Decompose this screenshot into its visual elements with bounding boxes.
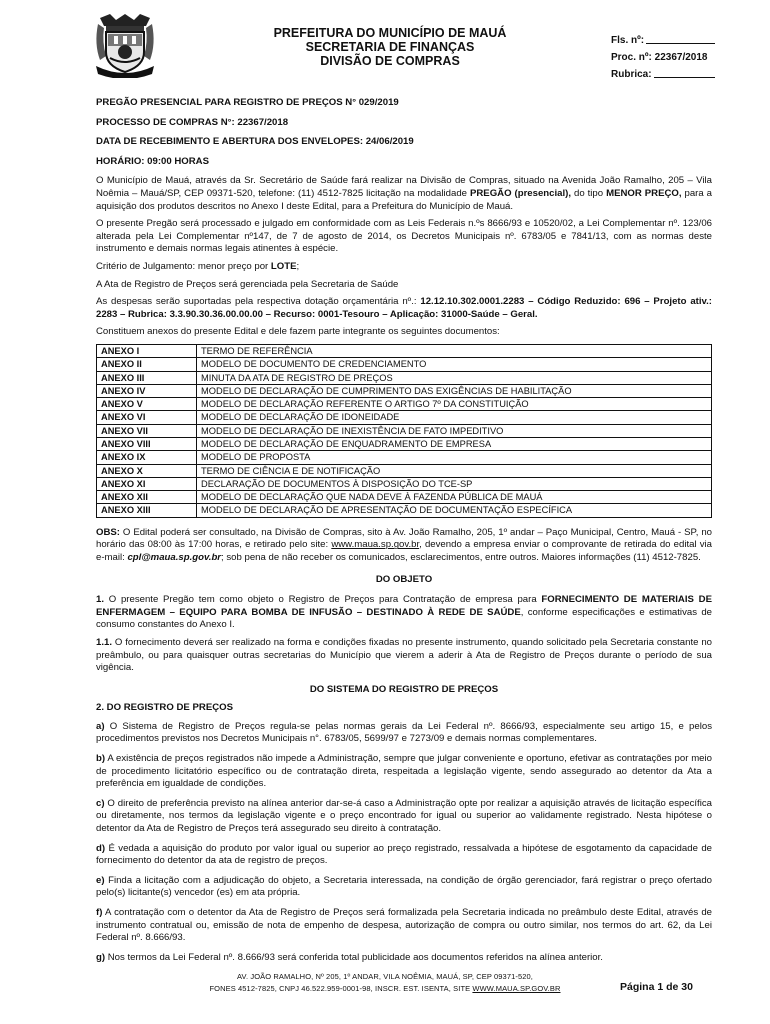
section-title-objeto: DO OBJETO — [375, 573, 433, 585]
annex-row — [97, 344, 712, 357]
annex-number: ANEXO I — [97, 344, 197, 357]
annex-number: ANEXO XII — [97, 491, 197, 504]
annex-number: ANEXO X — [97, 464, 197, 477]
annex-row — [97, 424, 712, 437]
annex-description: MODELO DE DECLARAÇÃO REFERENTE O ARTIGO 7º DA CONSTITUIÇÃO — [197, 398, 712, 411]
annex-row — [97, 477, 712, 490]
section-title-sistema: DO SISTEMA DO REGISTRO DE PREÇOS — [309, 683, 499, 695]
annex-number: ANEXO III — [97, 371, 197, 384]
rubrica-line — [654, 66, 715, 78]
annex-number: ANEXO IX — [97, 451, 197, 464]
annex-row — [97, 464, 712, 477]
filing-stamp — [611, 32, 715, 83]
header-line-1: PREFEITURA DO MUNICÍPIO DE MAUÁ — [273, 26, 507, 40]
anexos-intro: Constituem anexos do presente Edital e dele fazem parte integrante os seguintes documentos: — [96, 326, 500, 338]
annex-row — [97, 384, 712, 397]
footer-address: AV. JOÃO RAMALHO, Nº 205, 1º ANDAR, VILA NOÊMIA, MAUÁ, SP, CEP 09371-520, — [237, 972, 533, 981]
annex-description: MODELO DE DECLARAÇÃO DE IDONEIDADE — [197, 411, 712, 424]
obs-paragraph: OBS: O Edital poderá ser consultado, na Divisão de Compras, sito à Av. João Ramalho, 205, 1º andar – Paço Municipal, Centro, Mauá - SP, no horário das 08:00 às 17:00 horas, e retirado pelo site: www.maua.sp.gov.br, devendo a empresa enviar o comprovante de retirada do edital via e-mail: cpl@maua.sp.gov.br; sob pena de não receber os comunicados, esclarecimentos, entre outros. Maiores informações (11) 4512-7825. — [96, 526, 713, 563]
email-link[interactable]: cpl@maua.sp.gov.br — [127, 551, 222, 563]
annex-description: TERMO DE CIÊNCIA E DE NOTIFICAÇÃO — [197, 464, 712, 477]
intro-paragraph-1: O Município de Mauá, através da Sr. Secretário de Saúde fará realizar na Divisão de Compras, situado na Avenida João Ramalho, 205 – Vila Noêmia – Mauá/SP, CEP 09371-520, telefone: (11) 4512-7825 licitação na modalidade PREGÃO (presencial), do tipo MENOR PREÇO, para a aquisição dos produtos descritos no Anexo I deste Edital, para a Prefeitura do Município de Mauá. — [96, 175, 713, 212]
annex-table — [96, 344, 712, 518]
annex-description: MODELO DE DECLARAÇÃO DE INEXISTÊNCIA DE FATO IMPEDITIVO — [197, 424, 712, 437]
annex-number: ANEXO IV — [97, 384, 197, 397]
annex-description: DECLARAÇÃO DE DOCUMENTOS À DISPOSIÇÃO DO TCE-SP — [197, 477, 712, 490]
annex-number: ANEXO VII — [97, 424, 197, 437]
heading-processo: PROCESSO DE COMPRAS N°: 22367/2018 — [96, 116, 289, 128]
footer-site-link[interactable]: WWW.MAUA.SP.GOV.BR — [472, 984, 561, 993]
annex-row — [97, 411, 712, 424]
objeto-paragraph-1-1: 1.1. O fornecimento deverá ser realizado na forma e condições fixadas no presente instrumento, quando solicitado pela Secretaria constante no preâmbulo, ou para quaisquer outras secretarias do Município que vierem a aderir à Ata de Registro de Preços durante o período de sua vigência. — [96, 636, 712, 674]
annex-description: MODELO DE DECLARAÇÃO DE CUMPRIMENTO DAS EXIGÊNCIAS DE HABILITAÇÃO — [197, 384, 712, 397]
annex-description: MODELO DE PROPOSTA — [197, 451, 712, 464]
annex-description: MODELO DE DECLARAÇÃO DE ENQUADRAMENTO DE EMPRESA — [197, 437, 712, 450]
document-body — [96, 97, 712, 971]
document-header — [200, 26, 580, 68]
coat-of-arms-logo — [94, 14, 156, 78]
page-footer — [150, 971, 620, 995]
footer-contact: FONES 4512-7825, CNPJ 46.522.959-0001-98, INSCR. EST. ISENTA, SITE WWW.MAUA.SP.GOV.BR — [209, 984, 561, 993]
annex-row — [97, 371, 712, 384]
annex-number: ANEXO VI — [97, 411, 197, 424]
registro-item: f) A contratação com o detentor da Ata de Registro de Preços será formalizada pela Secretaria indicada no preâmbulo deste Edital, através de instrumento contratual ou, emissão de nota de empenho de despesa, autorização de compra ou outro similar, nos termos do art. 62, da Lei Federal nº. 8.666/93. — [96, 907, 712, 944]
subsection-registro: 2. DO REGISTRO DE PREÇOS — [96, 702, 234, 714]
site-link[interactable]: www.maua.sp.gov.br — [331, 539, 420, 551]
registro-item: d) É vedada a aquisição do produto por valor igual ou superior ao preço registrado, ressalvada a hipótese de esgotamento da capacidade de fornecimento do detentor da ata de registro de preços. — [96, 842, 712, 867]
heading-horario: HORÁRIO: 09:00 HORAS — [96, 155, 210, 167]
annex-row — [97, 437, 712, 450]
annex-row — [97, 491, 712, 504]
page-number: Página 1 de 30 — [620, 981, 693, 993]
registro-item: a) O Sistema de Registro de Preços regula-se pelas normas gerais da Lei Federal nº. 8666/93, especialmente seu artigo 15, e pelos procedimentos previstos nos Decretos Municipais n°. 6783/05, 5699/97 e 7273/09 e demais normas complementares. — [96, 720, 712, 745]
annex-description: MODELO DE DECLARAÇÃO QUE NADA DEVE À FAZENDA PÚBLICA DE MAUÁ — [197, 491, 712, 504]
annex-row — [97, 358, 712, 371]
dotacao-orcamentaria: As despesas serão suportadas pela respectiva dotação orçamentária nº.: 12.12.10.302.0001.2283 – Código Reduzido: 696 – Projeto ativ.: 2283 – Rubrica: 3.3.90.30.36.00.00.00 – Recurso: 0001-Tesouro – Aplicação: 31000-Saúde – Geral. — [96, 296, 712, 320]
rubrica-label: Rubrica: — [611, 69, 652, 80]
objeto-paragraph-1: 1. O presente Pregão tem como objeto o Registro de Preços para Contratação de empresa para FORNECIMENTO DE MATERIAIS DE ENFERMAGEM – EQUIPO PARA BOMBA DE INFUSÃO – DESTINADO À REDE DE SAÚDE, conforme especificações e estimativas de consumo constantes do Anexo I. — [96, 594, 713, 631]
fls-label: Fls. nº: — [611, 35, 645, 46]
annex-description: MODELO DE DOCUMENTO DE CREDENCIAMENTO — [197, 358, 712, 371]
criterio-julgamento: Critério de Julgamento: menor preço por LOTE; — [96, 260, 300, 272]
ata-gerenciada: A Ata de Registro de Preços será gerenciada pela Secretaria de Saúde — [96, 278, 399, 290]
annex-description: MINUTA DA ATA DE REGISTRO DE PREÇOS — [197, 371, 712, 384]
fls-line — [646, 32, 715, 44]
annex-description: MODELO DE DECLARAÇÃO DE APRESENTAÇÃO DE DOCUMENTAÇÃO ESPECÍFICA — [197, 504, 712, 517]
annex-description: TERMO DE REFERÊNCIA — [197, 344, 712, 357]
annex-number: ANEXO XIII — [97, 504, 197, 517]
header-line-3: DIVISÃO DE COMPRAS — [320, 54, 460, 68]
registro-item: c) O direito de preferência previsto na alínea anterior dar-se-á caso a Administração opte por realizar a aquisição através de licitação específica ou diretamente, nos termos da legislação vigente e o preço encontrado for igual ou superior ao validamente registrado. Nesta hipótese o detentor da Ata de Registro de Preços terá assegurado seu direito à contratação. — [96, 797, 712, 835]
header-line-2: SECRETARIA DE FINANÇAS — [305, 40, 475, 54]
annex-row — [97, 398, 712, 411]
annex-number: ANEXO VIII — [97, 437, 197, 450]
annex-row — [97, 451, 712, 464]
registro-item: b) A existência de preços registrados não impede a Administração, sempre que julgar conveniente e oportuno, efetivar as contratações por meio de procedimento licitatório específico ou de contratação direta, respeitada a legislação vigente, sendo assegurado ao detentor da Ata a preferência em igualdade de condições. — [96, 753, 712, 790]
registro-items — [96, 721, 712, 965]
annex-number: ANEXO XI — [97, 477, 197, 490]
proc-label: Proc. nº: 22367/2018 — [611, 52, 708, 63]
annex-number: ANEXO II — [97, 358, 197, 371]
annex-number: ANEXO V — [97, 398, 197, 411]
annex-row — [97, 504, 712, 517]
heading-pregao: PREGÃO PRESENCIAL PARA REGISTRO DE PREÇOS N° 029/2019 — [96, 97, 399, 108]
heading-data: DATA DE RECEBIMENTO E ABERTURA DOS ENVELOPES: 24/06/2019 — [96, 136, 414, 148]
registro-item: e) Finda a licitação com a adjudicação do objeto, a Secretaria interessada, na condição de órgão gerenciador, fará registrar o preço ofertado pelo(s) licitante(s) vencedor (es) em ata própria. — [96, 874, 712, 899]
registro-item: g) Nos termos da Lei Federal nº. 8.666/93 será conferida total publicidade aos documentos referidos na alínea anterior. — [96, 951, 603, 963]
intro-paragraph-2: O presente Pregão será processado e julgado em conformidade com as Leis Federais n.ºs 8666/93 e 10520/02, a Lei Complementar nº. 123/06 alterada pela Lei Complementar nº147, de 7 de agosto de 2014, os Decretos Municipais nº. 6783/05 e 7841/13, com as normas deste instrumento e demais normas legais atinentes à espécie. — [96, 218, 712, 255]
